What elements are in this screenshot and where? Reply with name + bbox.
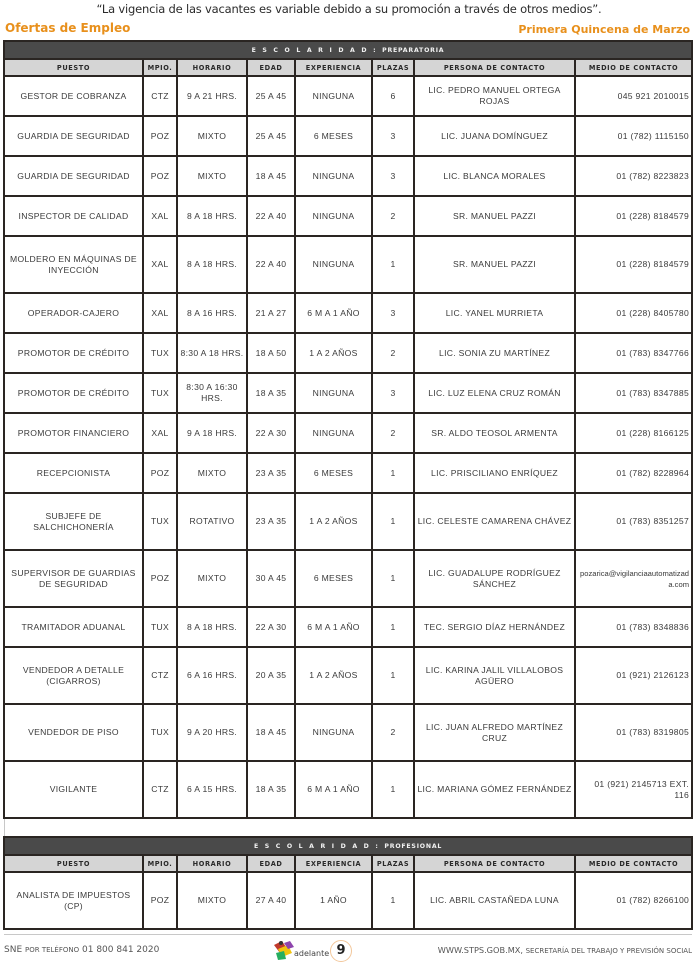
cell-horario: MIXTO: [177, 156, 247, 196]
col-header-mpio: MPIO.: [143, 855, 177, 872]
cell-plazas: 1: [372, 453, 414, 493]
cell-edad: 21 A 27: [247, 293, 295, 333]
cell-mpio: POZ: [143, 872, 177, 929]
cell-puesto: VENDEDOR DE PISO: [4, 704, 143, 761]
cell-plazas: 1: [372, 647, 414, 704]
cell-edad: 23 A 35: [247, 453, 295, 493]
education-band: [4, 41, 692, 59]
cell-horario: 6 A 16 HRS.: [177, 647, 247, 704]
cell-medio: 01 (783) 8347885: [575, 373, 692, 413]
cell-puesto: GESTOR DE COBRANZA: [4, 76, 143, 116]
cell-mpio: POZ: [143, 453, 177, 493]
education-band: [4, 837, 692, 855]
col-header-mpio: MPIO.: [143, 59, 177, 76]
cell-horario: MIXTO: [177, 453, 247, 493]
jobs-table-profesional: [3, 836, 693, 930]
cell-persona: LIC. BLANCA MORALES: [414, 156, 575, 196]
cell-medio: 01 (783) 8351257: [575, 493, 692, 550]
table-row: [4, 453, 692, 493]
table-row: [4, 872, 692, 929]
period-label: Primera Quincena de Marzo: [518, 23, 690, 36]
col-header-horario: HORARIO: [177, 855, 247, 872]
col-header-edad: EDAD: [247, 855, 295, 872]
cell-medio: 01 (782) 8228964: [575, 453, 692, 493]
cell-edad: 25 A 45: [247, 76, 295, 116]
cell-puesto: PROMOTOR DE CRÉDITO: [4, 333, 143, 373]
cell-experiencia: 6 M A 1 AÑO: [295, 607, 372, 647]
logo-wordmark: adelante: [294, 949, 330, 958]
footer-divider: [4, 934, 692, 935]
cell-persona: LIC. ABRIL CASTAÑEDA LUNA: [414, 872, 575, 929]
cell-persona: SR. MANUEL PAZZI: [414, 236, 575, 293]
cell-experiencia: NINGUNA: [295, 413, 372, 453]
cell-edad: 22 A 40: [247, 196, 295, 236]
cell-puesto: VIGILANTE: [4, 761, 143, 818]
cell-puesto: ANALISTA DE IMPUESTOS (CP): [4, 872, 143, 929]
cell-edad: 22 A 40: [247, 236, 295, 293]
cell-experiencia: NINGUNA: [295, 76, 372, 116]
cell-medio: 01 (782) 1115150: [575, 116, 692, 156]
cell-mpio: POZ: [143, 116, 177, 156]
cell-horario: 6 A 15 HRS.: [177, 761, 247, 818]
cell-mpio: CTZ: [143, 761, 177, 818]
cell-mpio: POZ: [143, 156, 177, 196]
cell-plazas: 1: [372, 236, 414, 293]
cell-persona: LIC. LUZ ELENA CRUZ ROMÁN: [414, 373, 575, 413]
cell-medio: 045 921 2010015: [575, 76, 692, 116]
col-header-medio: MEDIO DE CONTACTO: [575, 855, 692, 872]
education-prefix: E S C O L A R I D A D :: [251, 46, 378, 54]
col-header-experiencia: EXPERIENCIA: [295, 59, 372, 76]
cell-plazas: 2: [372, 413, 414, 453]
cell-plazas: 2: [372, 704, 414, 761]
col-header-persona: PERSONA DE CONTACTO: [414, 59, 575, 76]
cell-plazas: 2: [372, 333, 414, 373]
table-header-row: [4, 855, 692, 872]
cell-medio: pozarica@vigilanciaautomatizada.com: [575, 550, 692, 607]
footer-website: WWW.STPS.GOB.MX,: [437, 945, 523, 955]
cell-experiencia: 6 M A 1 AÑO: [295, 761, 372, 818]
cell-experiencia: NINGUNA: [295, 373, 372, 413]
flag-figures-icon: [272, 939, 296, 961]
cell-horario: ROTATIVO: [177, 493, 247, 550]
cell-puesto: TRAMITADOR ADUANAL: [4, 607, 143, 647]
cell-edad: 22 A 30: [247, 607, 295, 647]
cell-puesto: SUBJEFE DE SALCHICHONERÍA: [4, 493, 143, 550]
cell-medio: 01 (783) 8348836: [575, 607, 692, 647]
cell-persona: SR. MANUEL PAZZI: [414, 196, 575, 236]
cell-puesto: VENDEDOR A DETALLE (CIGARROS): [4, 647, 143, 704]
cell-horario: 8 A 16 HRS.: [177, 293, 247, 333]
col-header-medio: MEDIO DE CONTACTO: [575, 59, 692, 76]
col-header-persona: PERSONA DE CONTACTO: [414, 855, 575, 872]
footer-institution-name: SECRETARÍA DEL TRABAJO Y PREVISIÓN SOCIAL: [525, 947, 692, 955]
cell-edad: 23 A 35: [247, 493, 295, 550]
cell-experiencia: 1 AÑO: [295, 872, 372, 929]
cell-experiencia: 6 MESES: [295, 453, 372, 493]
table-row: [4, 493, 692, 550]
cell-mpio: CTZ: [143, 647, 177, 704]
cell-persona: LIC. PEDRO MANUEL ORTEGA ROJAS: [414, 76, 575, 116]
cell-horario: 9 A 18 HRS.: [177, 413, 247, 453]
cell-medio: 01 (782) 8266100: [575, 872, 692, 929]
table-row: [4, 550, 692, 607]
cell-horario: 9 A 21 HRS.: [177, 76, 247, 116]
col-header-puesto: PUESTO: [4, 855, 143, 872]
col-header-plazas: PLAZAS: [372, 855, 414, 872]
education-level: PREPARATORIA: [382, 46, 445, 54]
cell-persona: LIC. JUANA DOMÍNGUEZ: [414, 116, 575, 156]
table-row: [4, 333, 692, 373]
cell-experiencia: 6 MESES: [295, 550, 372, 607]
cell-mpio: TUX: [143, 493, 177, 550]
cell-horario: 8:30 A 18 HRS.: [177, 333, 247, 373]
cell-edad: 27 A 40: [247, 872, 295, 929]
cell-horario: 8 A 18 HRS.: [177, 196, 247, 236]
footer-institution: [438, 945, 692, 955]
col-header-plazas: PLAZAS: [372, 59, 414, 76]
cell-horario: MIXTO: [177, 550, 247, 607]
cell-medio: 01 (228) 8184579: [575, 236, 692, 293]
cell-medio: 01 (921) 2145713 EXT. 116: [575, 761, 692, 818]
page-number: 9: [330, 940, 352, 962]
cell-edad: 18 A 50: [247, 333, 295, 373]
cell-puesto: PROMOTOR FINANCIERO: [4, 413, 143, 453]
cell-mpio: TUX: [143, 607, 177, 647]
cell-puesto: MOLDERO EN MÁQUINAS DE INYECCIÓN: [4, 236, 143, 293]
cell-edad: 30 A 45: [247, 550, 295, 607]
cell-experiencia: NINGUNA: [295, 236, 372, 293]
table-row: [4, 704, 692, 761]
cell-plazas: 3: [372, 373, 414, 413]
cell-plazas: 1: [372, 872, 414, 929]
cell-edad: 18 A 45: [247, 704, 295, 761]
cell-experiencia: NINGUNA: [295, 156, 372, 196]
cell-persona: LIC. SONIA ZU MARTÍNEZ: [414, 333, 575, 373]
cell-medio: 01 (783) 8319805: [575, 704, 692, 761]
cell-mpio: CTZ: [143, 76, 177, 116]
footer-phone-prefix: SNE: [4, 945, 23, 955]
cell-horario: 8 A 18 HRS.: [177, 236, 247, 293]
cell-medio: 01 (782) 8223823: [575, 156, 692, 196]
cell-medio: 01 (228) 8405780: [575, 293, 692, 333]
cell-mpio: TUX: [143, 373, 177, 413]
cell-persona: LIC. GUADALUPE RODRÍGUEZ SÁNCHEZ: [414, 550, 575, 607]
cell-edad: 25 A 45: [247, 116, 295, 156]
education-level-label: [4, 41, 692, 59]
cell-medio: 01 (783) 8347766: [575, 333, 692, 373]
cell-edad: 18 A 35: [247, 373, 295, 413]
cell-plazas: 1: [372, 550, 414, 607]
cell-persona: SR. ALDO TEOSOL ARMENTA: [414, 413, 575, 453]
col-header-horario: HORARIO: [177, 59, 247, 76]
cell-edad: 20 A 35: [247, 647, 295, 704]
table-row: [4, 761, 692, 818]
cell-mpio: XAL: [143, 236, 177, 293]
cell-plazas: 3: [372, 156, 414, 196]
education-level-label: [4, 837, 692, 855]
table-row: [4, 647, 692, 704]
table-row: [4, 413, 692, 453]
cell-horario: 8:30 A 16:30 HRS.: [177, 373, 247, 413]
education-prefix: E S C O L A R I D A D :: [253, 842, 381, 850]
table-row: [4, 607, 692, 647]
cell-persona: LIC. JUAN ALFREDO MARTÍNEZ CRUZ: [414, 704, 575, 761]
jobs-table-preparatoria: [3, 40, 693, 819]
cell-persona: LIC. CELESTE CAMARENA CHÁVEZ: [414, 493, 575, 550]
cell-puesto: GUARDIA DE SEGURIDAD: [4, 156, 143, 196]
cell-persona: LIC. MARIANA GÓMEZ FERNÁNDEZ: [414, 761, 575, 818]
cell-mpio: XAL: [143, 293, 177, 333]
section-title: Ofertas de Empleo: [5, 21, 131, 35]
cell-edad: 18 A 35: [247, 761, 295, 818]
cell-horario: MIXTO: [177, 872, 247, 929]
margin-rule: [4, 818, 5, 838]
col-header-experiencia: EXPERIENCIA: [295, 855, 372, 872]
cell-plazas: 3: [372, 293, 414, 333]
cell-puesto: INSPECTOR DE CALIDAD: [4, 196, 143, 236]
cell-plazas: 1: [372, 607, 414, 647]
cell-experiencia: 1 A 2 AÑOS: [295, 333, 372, 373]
cell-puesto: RECEPCIONISTA: [4, 453, 143, 493]
cell-horario: MIXTO: [177, 116, 247, 156]
table-row: [4, 76, 692, 116]
cell-experiencia: 6 M A 1 AÑO: [295, 293, 372, 333]
col-header-puesto: PUESTO: [4, 59, 143, 76]
cell-medio: 01 (228) 8184579: [575, 196, 692, 236]
cell-experiencia: 1 A 2 AÑOS: [295, 647, 372, 704]
cell-plazas: 6: [372, 76, 414, 116]
table-row: [4, 196, 692, 236]
table-row: [4, 293, 692, 333]
cell-horario: 8 A 18 HRS.: [177, 607, 247, 647]
cell-mpio: XAL: [143, 196, 177, 236]
adelante-logo: [272, 938, 362, 964]
education-level: PROFESIONAL: [384, 842, 443, 850]
cell-plazas: 1: [372, 493, 414, 550]
cell-plazas: 3: [372, 116, 414, 156]
cell-experiencia: 1 A 2 AÑOS: [295, 493, 372, 550]
cell-mpio: TUX: [143, 704, 177, 761]
cell-experiencia: NINGUNA: [295, 704, 372, 761]
cell-experiencia: 6 MESES: [295, 116, 372, 156]
cell-puesto: SUPERVISOR DE GUARDIAS DE SEGURIDAD: [4, 550, 143, 607]
cell-puesto: GUARDIA DE SEGURIDAD: [4, 116, 143, 156]
table-row: [4, 373, 692, 413]
validity-notice: “La vigencia de las vacantes es variable debido a su promoción a través de otros medios”.: [96, 2, 602, 16]
cell-medio: 01 (228) 8166125: [575, 413, 692, 453]
cell-plazas: 2: [372, 196, 414, 236]
col-header-edad: EDAD: [247, 59, 295, 76]
cell-mpio: XAL: [143, 413, 177, 453]
footer-phone: [4, 945, 159, 955]
cell-puesto: OPERADOR-CAJERO: [4, 293, 143, 333]
cell-edad: 22 A 30: [247, 413, 295, 453]
cell-edad: 18 A 45: [247, 156, 295, 196]
table-header-row: [4, 59, 692, 76]
cell-horario: 9 A 20 HRS.: [177, 704, 247, 761]
cell-persona: LIC. KARINA JALIL VILLALOBOS AGÜERO: [414, 647, 575, 704]
table-row: [4, 236, 692, 293]
cell-persona: TEC. SERGIO DÍAZ HERNÁNDEZ: [414, 607, 575, 647]
table-row: [4, 116, 692, 156]
cell-medio: 01 (921) 2126123: [575, 647, 692, 704]
cell-mpio: POZ: [143, 550, 177, 607]
cell-mpio: TUX: [143, 333, 177, 373]
cell-plazas: 1: [372, 761, 414, 818]
cell-persona: LIC. PRISCILIANO ENRÍQUEZ: [414, 453, 575, 493]
table-row: [4, 156, 692, 196]
cell-experiencia: NINGUNA: [295, 196, 372, 236]
cell-puesto: PROMOTOR DE CRÉDITO: [4, 373, 143, 413]
cell-persona: LIC. YANEL MURRIETA: [414, 293, 575, 333]
footer-phone-label: POR TELÉFONO: [25, 946, 80, 954]
footer-phone-number: 01 800 841 2020: [82, 945, 160, 955]
